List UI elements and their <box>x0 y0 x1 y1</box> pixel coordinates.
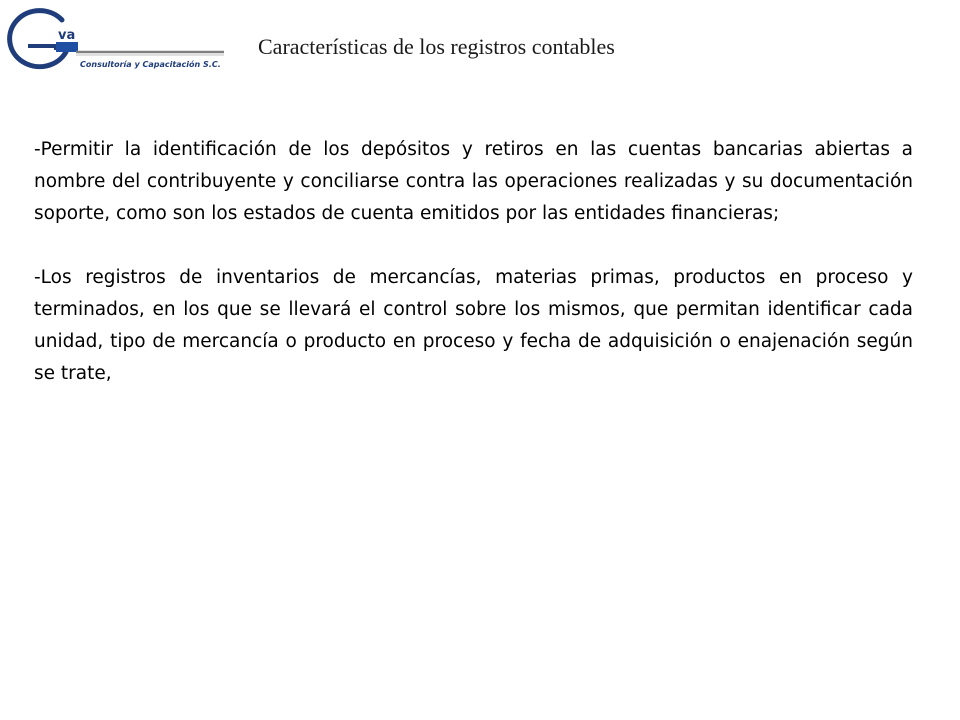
slide-title: Características de los registros contables <box>258 34 615 59</box>
logo-letters: va <box>58 28 76 43</box>
paragraph-bank-accounts: -Permitir la identificación de los depósitos y retiros en las cuentas bancarias abiertas a nombre del contribuyente y conciliarse contra las operaciones realizadas y su documentación soporte, como son los estados de cuenta emitidos por las entidades financieras; <box>34 139 913 224</box>
slide-content <box>34 134 913 422</box>
paragraph-inventory-records: -Los registros de inventarios de mercancías, materias primas, productos en proceso y terminados, en los que se llevará el control sobre los mismos, que permitan identificar cada unidad, tipo de mercancía o producto en proceso y fecha de adquisición o enajenación según se trate, <box>34 267 913 384</box>
logo-caption: Consultoría y Capacitación S.C. <box>80 60 221 69</box>
company-logo <box>4 6 226 70</box>
